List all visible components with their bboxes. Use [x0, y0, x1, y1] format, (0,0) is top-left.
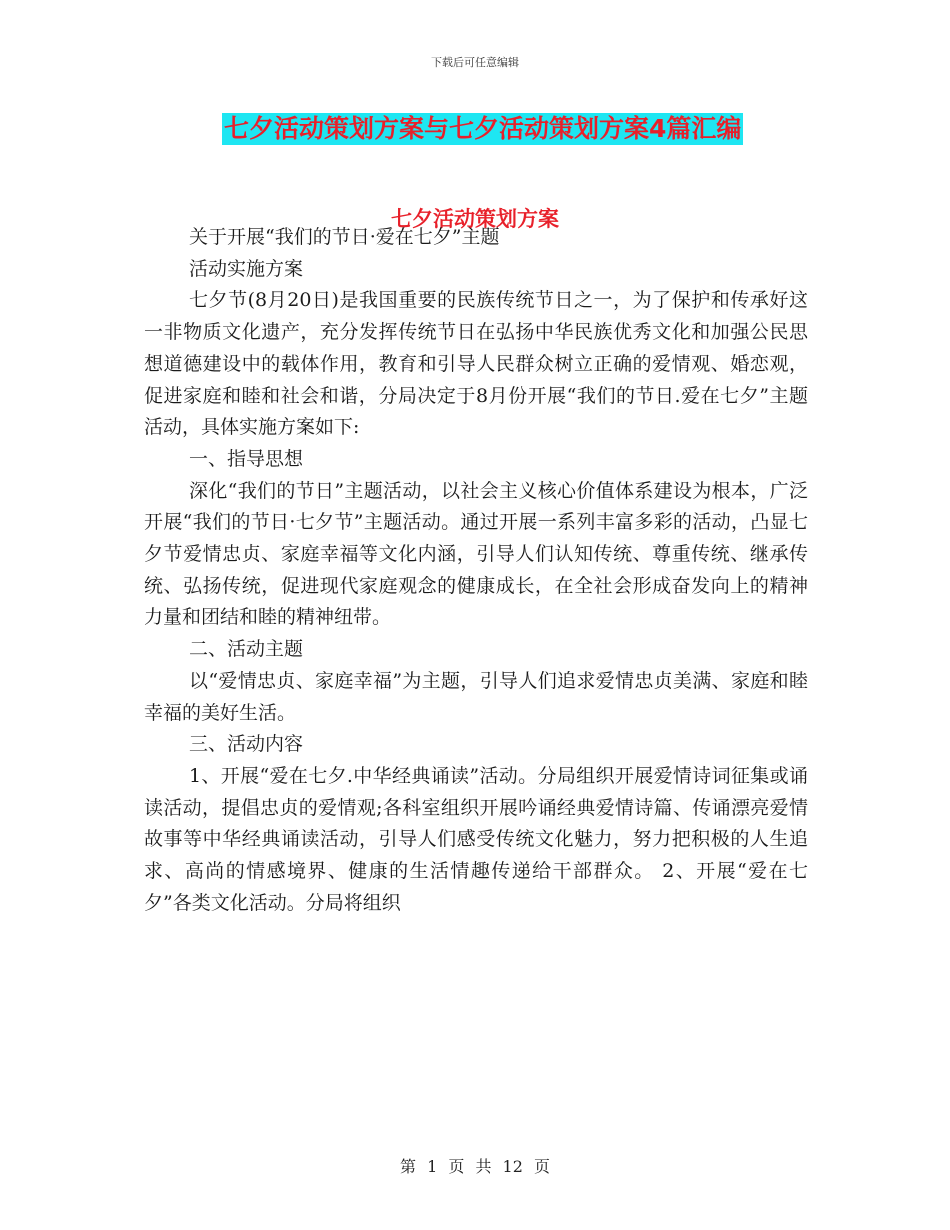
- page-footer: 第 1 页 共 12 页: [400, 1157, 550, 1176]
- heading-guiding-thought: 一、指导思想: [189, 447, 304, 470]
- paragraph-activity-content: 1、开展“爱在七夕.中华经典诵读”活动。分局组织开展爱情诗词征集或诵读活动，提倡忠贞的爱情观;各科室组织开展吟诵经典爱情诗篇、传诵漂亮爱情故事等中华经典诵读活动，引导人们感受传统文化魅力，努力把积极的人生追求、高尚的情感境界、健康的生活情趣传递给干部群众。 2、开展“爱在七夕”各类文化活动。分局将组织: [144, 764, 808, 914]
- paragraph-intro: 七夕节(8月20日)是我国重要的民族传统节日之一，为了保护和传承好这一非物质文化遗产，充分发挥传统节日在弘扬中华民族优秀文化和加强公民思想道德建设中的载体作用，教育和引导人民群众树立正确的爱情观、婚恋观，促进家庭和睦和社会和谐，分局决定于8月份开展“我们的节日.爱在七夕”主题活动，具体实施方案如下:: [144, 289, 808, 439]
- paragraph-activity-theme: 以“爱情忠贞、家庭幸福”为主题，引导人们追求爱情忠贞美满、家庭和睦幸福的美好生活。: [144, 669, 808, 724]
- header-note: 下载后可任意编辑: [431, 56, 519, 69]
- section-title: 七夕活动策划方案: [391, 207, 559, 231]
- heading-activity-content: 三、活动内容: [189, 733, 304, 756]
- paragraph-theme-line-1: 关于开展“我们的节日·爱在七夕”主题: [189, 226, 500, 248]
- paragraph-theme-line-2: 活动实施方案: [189, 257, 304, 280]
- heading-activity-theme: 二、活动主题: [189, 638, 304, 661]
- body-text: [144, 222, 808, 919]
- main-title: 七夕活动策划方案与七夕活动策划方案4篇汇编: [224, 114, 742, 143]
- paragraph-guiding-thought: 深化“我们的节日”主题活动，以社会主义核心价值体系建设为根本，广泛开展“我们的节日·七夕节”主题活动。通过开展一系列丰富多彩的活动，凸显七夕节爱情忠贞、家庭幸福等文化内涵，引导人们认知传统、尊重传统、继承传统、弘扬传统，促进现代家庭观念的健康成长，在全社会形成奋发向上的精神力量和团结和睦的精神纽带。: [144, 479, 808, 629]
